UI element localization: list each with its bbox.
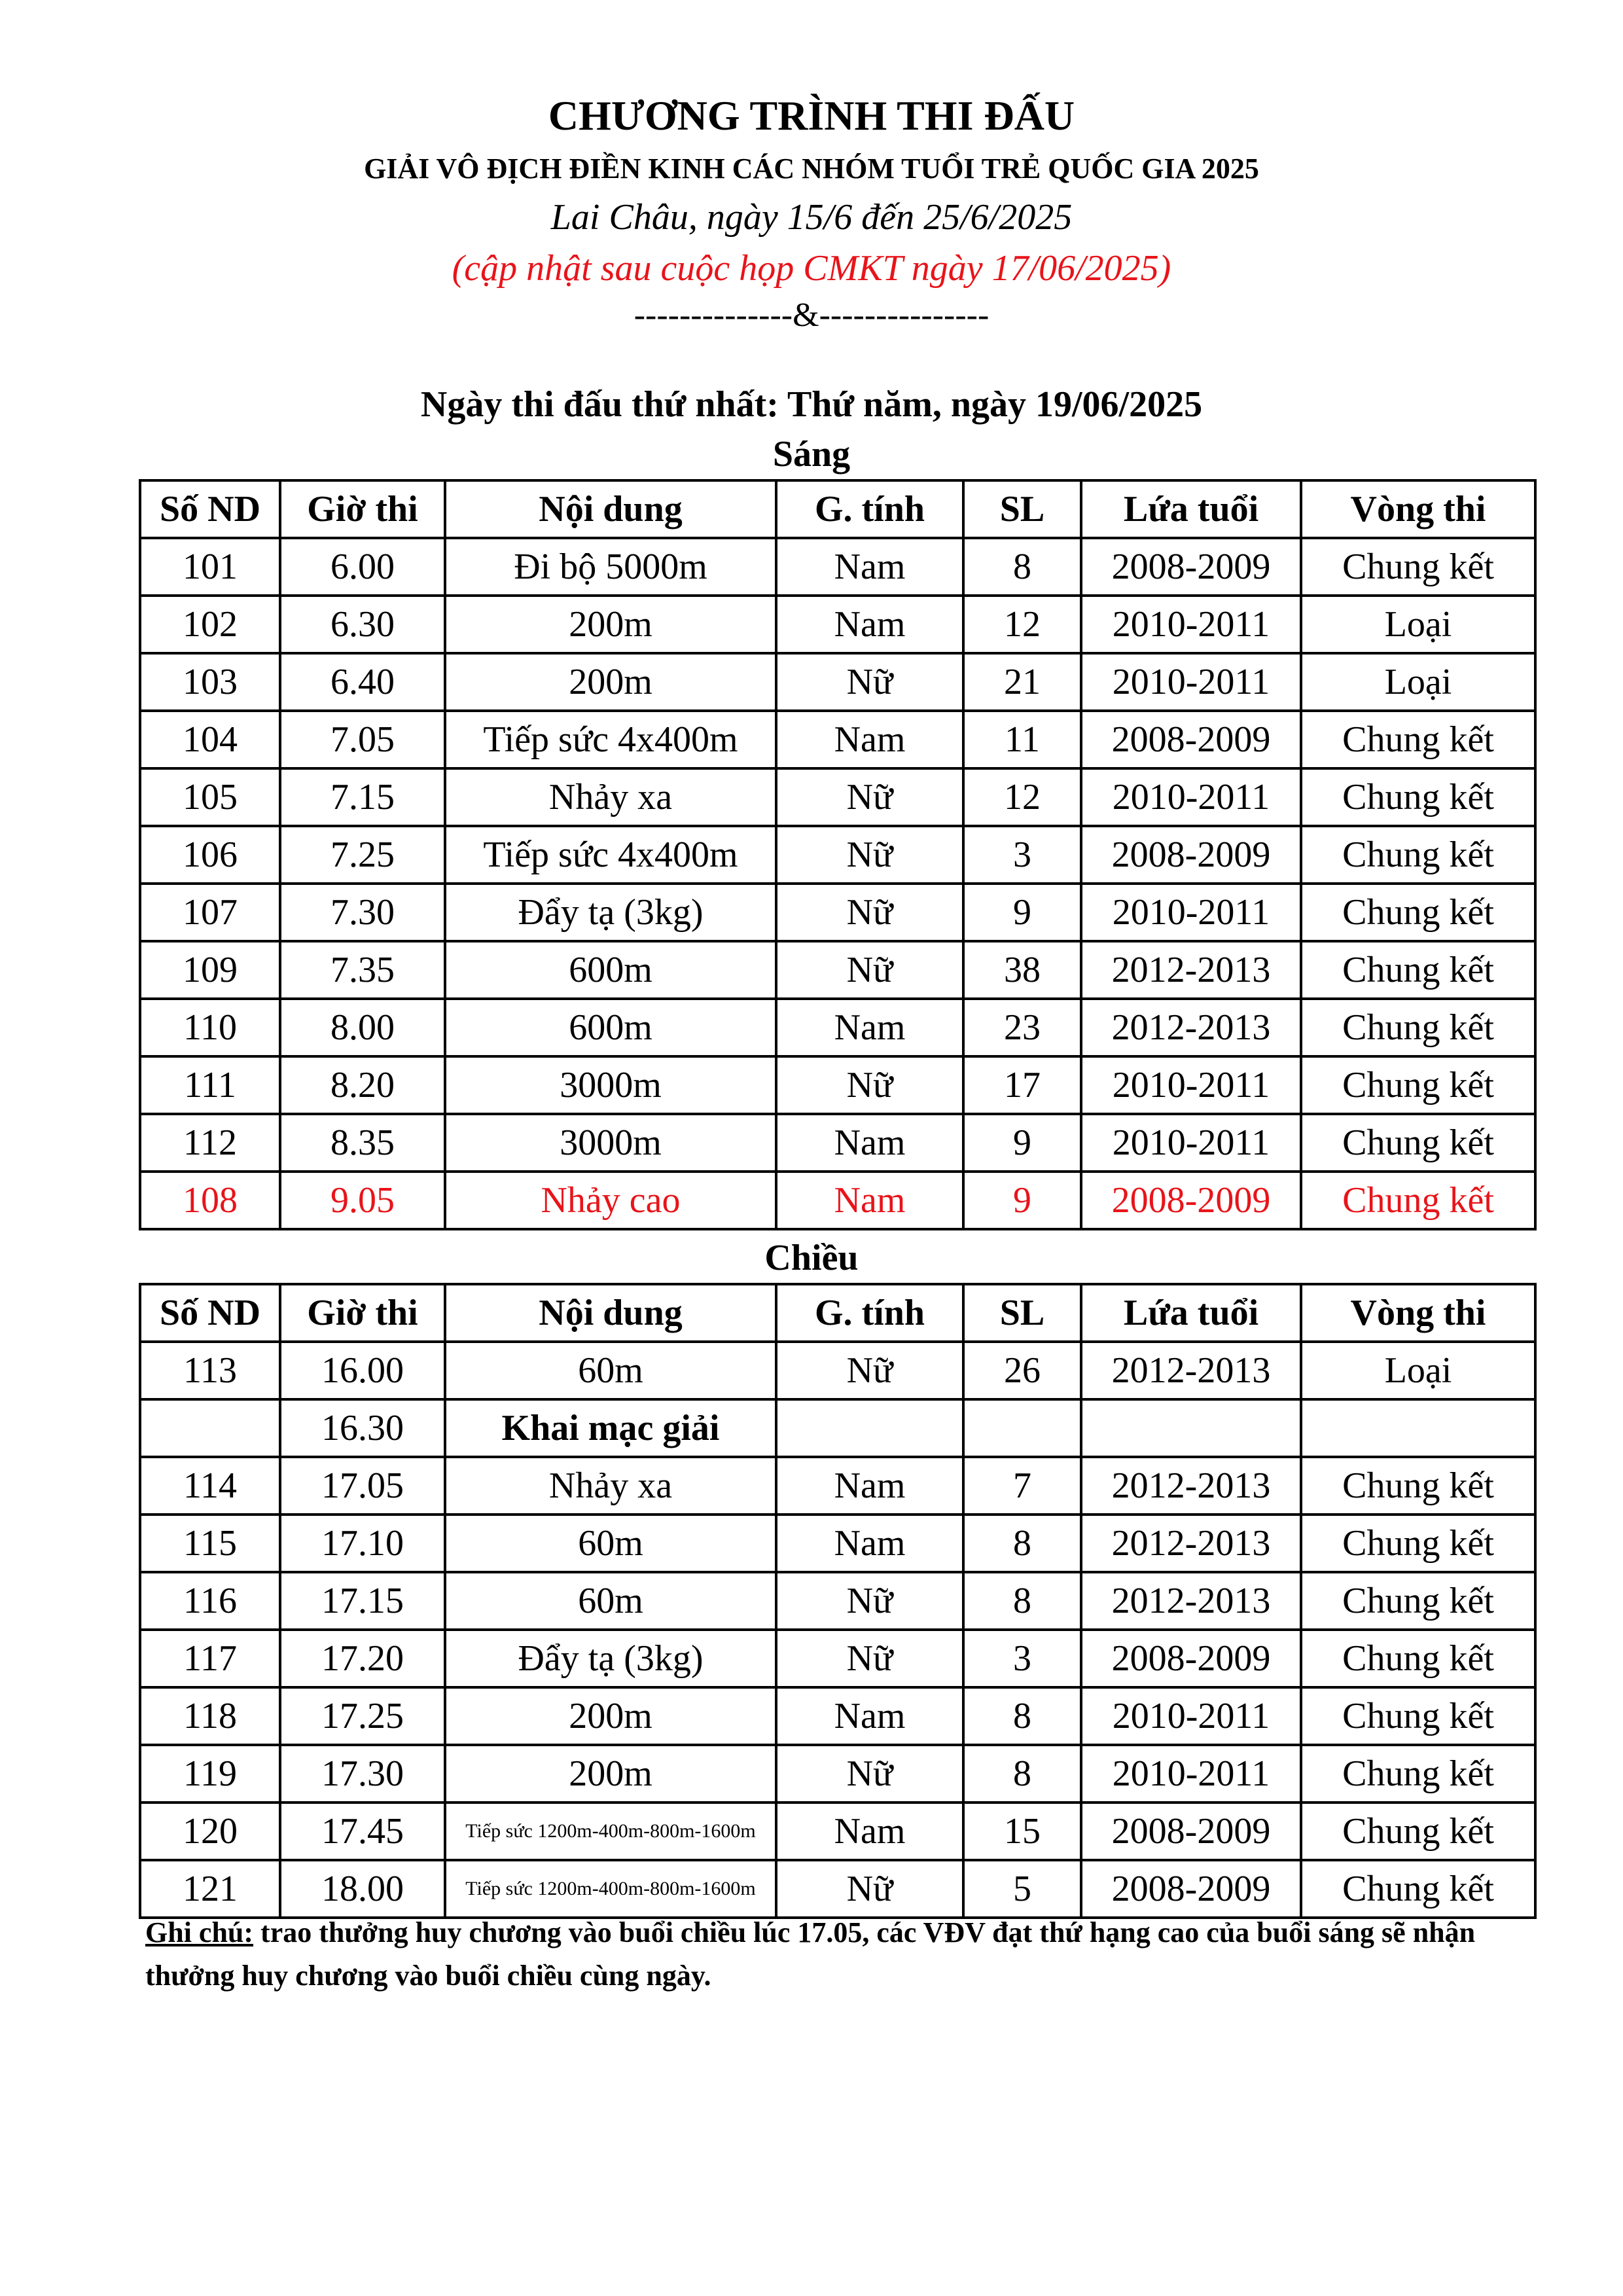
cell-age-group: 2010-2011 — [1081, 596, 1301, 653]
cell-time: 8.00 — [280, 999, 445, 1056]
cell-count: 9 — [963, 1114, 1081, 1172]
cell-event-no: 121 — [140, 1860, 280, 1918]
cell-count: 5 — [963, 1860, 1081, 1918]
col-header-age-group: Lứa tuổi — [1081, 1284, 1301, 1342]
cell-time: 16.00 — [280, 1342, 445, 1399]
table-row — [140, 999, 1535, 1056]
cell-event: 60m — [445, 1342, 776, 1399]
table-row — [140, 1515, 1535, 1572]
table-row — [140, 826, 1535, 884]
cell-time: 6.30 — [280, 596, 445, 653]
cell-event: Tiếp sức 1200m-400m-800m-1600m — [445, 1860, 776, 1918]
cell-gender — [776, 1399, 963, 1457]
cell-round: Chung kết — [1301, 999, 1535, 1056]
cell-count — [963, 1399, 1081, 1457]
cell-gender: Nam — [776, 1172, 963, 1229]
cell-age-group: 2012-2013 — [1081, 1572, 1301, 1630]
cell-event-no: 101 — [140, 538, 280, 596]
cell-time: 6.00 — [280, 538, 445, 596]
cell-count: 15 — [963, 1803, 1081, 1860]
col-header-time: Giờ thi — [280, 1284, 445, 1342]
cell-gender: Nam — [776, 1515, 963, 1572]
cell-gender: Nữ — [776, 826, 963, 884]
cell-gender: Nữ — [776, 768, 963, 826]
cell-count: 11 — [963, 711, 1081, 768]
table-row — [140, 1342, 1535, 1399]
cell-age-group: 2008-2009 — [1081, 1860, 1301, 1918]
cell-time: 8.20 — [280, 1056, 445, 1114]
cell-time: 7.15 — [280, 768, 445, 826]
table-header-row — [140, 480, 1535, 538]
cell-age-group — [1081, 1399, 1301, 1457]
cell-gender: Nữ — [776, 884, 963, 941]
cell-event: Khai mạc giải — [445, 1399, 776, 1457]
tournament-name: GIẢI VÔ ĐỊCH ĐIỀN KINH CÁC NHÓM TUỔI TRẺ QUỐC GIA 2025 — [364, 152, 1259, 185]
table-row — [140, 538, 1535, 596]
table-row — [140, 1687, 1535, 1745]
col-header-gender: G. tính — [776, 1284, 963, 1342]
cell-gender: Nam — [776, 596, 963, 653]
cell-event: 60m — [445, 1515, 776, 1572]
cell-event-no: 110 — [140, 999, 280, 1056]
schedule-table-morning — [139, 479, 1537, 1230]
col-header-event: Nội dung — [445, 1284, 776, 1342]
col-header-count: SL — [963, 1284, 1081, 1342]
cell-round: Chung kết — [1301, 884, 1535, 941]
cell-event: Tiếp sức 4x400m — [445, 711, 776, 768]
table-row — [140, 1803, 1535, 1860]
page-title: CHƯƠNG TRÌNH THI ĐẤU — [548, 92, 1075, 139]
col-header-event-no: Số ND — [140, 1284, 280, 1342]
cell-event-no: 120 — [140, 1803, 280, 1860]
cell-time: 17.20 — [280, 1630, 445, 1687]
cell-age-group: 2008-2009 — [1081, 711, 1301, 768]
table-row — [140, 1630, 1535, 1687]
cell-count: 7 — [963, 1457, 1081, 1515]
cell-time: 8.35 — [280, 1114, 445, 1172]
cell-round: Loại — [1301, 653, 1535, 711]
cell-time: 9.05 — [280, 1172, 445, 1229]
cell-event: 600m — [445, 999, 776, 1056]
col-header-time: Giờ thi — [280, 480, 445, 538]
cell-time: 17.30 — [280, 1745, 445, 1803]
cell-round: Chung kết — [1301, 1457, 1535, 1515]
cell-event-no: 114 — [140, 1457, 280, 1515]
cell-event: Tiếp sức 4x400m — [445, 826, 776, 884]
table-row — [140, 941, 1535, 999]
cell-event-no: 112 — [140, 1114, 280, 1172]
cell-event: Nhảy cao — [445, 1172, 776, 1229]
cell-event-no: 103 — [140, 653, 280, 711]
table-row — [140, 1572, 1535, 1630]
cell-count: 3 — [963, 826, 1081, 884]
table-row — [140, 1457, 1535, 1515]
cell-count: 21 — [963, 653, 1081, 711]
cell-gender: Nữ — [776, 1745, 963, 1803]
cell-event-no — [140, 1399, 280, 1457]
cell-count: 26 — [963, 1342, 1081, 1399]
cell-round: Chung kết — [1301, 1572, 1535, 1630]
cell-gender: Nữ — [776, 1630, 963, 1687]
cell-event-no: 115 — [140, 1515, 280, 1572]
cell-time: 18.00 — [280, 1860, 445, 1918]
session-label-morning: Sáng — [772, 434, 851, 475]
cell-round: Chung kết — [1301, 768, 1535, 826]
cell-round: Chung kết — [1301, 1056, 1535, 1114]
cell-age-group: 2012-2013 — [1081, 941, 1301, 999]
cell-gender: Nữ — [776, 1572, 963, 1630]
cell-round: Chung kết — [1301, 941, 1535, 999]
cell-event: 200m — [445, 1687, 776, 1745]
cell-time: 7.35 — [280, 941, 445, 999]
session-label-afternoon: Chiều — [764, 1238, 859, 1278]
cell-round: Chung kết — [1301, 1745, 1535, 1803]
table-row — [140, 596, 1535, 653]
table-row — [140, 768, 1535, 826]
cell-count: 8 — [963, 1515, 1081, 1572]
cell-time: 6.40 — [280, 653, 445, 711]
cell-age-group: 2012-2013 — [1081, 1457, 1301, 1515]
cell-round: Chung kết — [1301, 1114, 1535, 1172]
cell-age-group: 2008-2009 — [1081, 826, 1301, 884]
cell-event-no: 102 — [140, 596, 280, 653]
cell-time: 17.45 — [280, 1803, 445, 1860]
cell-event-no: 113 — [140, 1342, 280, 1399]
cell-event-no: 109 — [140, 941, 280, 999]
cell-event: Nhảy xa — [445, 1457, 776, 1515]
cell-age-group: 2012-2013 — [1081, 1515, 1301, 1572]
schedule-table-afternoon — [139, 1283, 1537, 1919]
cell-round: Chung kết — [1301, 538, 1535, 596]
col-header-round: Vòng thi — [1301, 480, 1535, 538]
table-row — [140, 1114, 1535, 1172]
cell-event: 3000m — [445, 1114, 776, 1172]
cell-age-group: 2010-2011 — [1081, 1745, 1301, 1803]
col-header-event: Nội dung — [445, 480, 776, 538]
col-header-age-group: Lứa tuổi — [1081, 480, 1301, 538]
update-note: (cập nhật sau cuộc họp CMKT ngày 17/06/2025) — [452, 248, 1171, 289]
cell-count: 8 — [963, 1745, 1081, 1803]
cell-age-group: 2010-2011 — [1081, 653, 1301, 711]
cell-gender: Nam — [776, 711, 963, 768]
cell-event-no: 105 — [140, 768, 280, 826]
table-row — [140, 711, 1535, 768]
day-title: Ngày thi đấu thứ nhất: Thứ năm, ngày 19/06/2025 — [420, 384, 1203, 425]
cell-age-group: 2012-2013 — [1081, 1342, 1301, 1399]
cell-time: 17.25 — [280, 1687, 445, 1745]
cell-event-no: 111 — [140, 1056, 280, 1114]
cell-count: 23 — [963, 999, 1081, 1056]
col-header-event-no: Số ND — [140, 480, 280, 538]
cell-gender: Nữ — [776, 941, 963, 999]
cell-event-no: 108 — [140, 1172, 280, 1229]
cell-time: 16.30 — [280, 1399, 445, 1457]
cell-event-no: 106 — [140, 826, 280, 884]
footnote-label: Ghi chú: — [145, 1916, 254, 1948]
cell-time: 7.05 — [280, 711, 445, 768]
cell-count: 8 — [963, 538, 1081, 596]
table-row — [140, 1172, 1535, 1229]
cell-event-no: 119 — [140, 1745, 280, 1803]
cell-age-group: 2012-2013 — [1081, 999, 1301, 1056]
cell-event: 60m — [445, 1572, 776, 1630]
cell-event: Đi bộ 5000m — [445, 538, 776, 596]
table-row — [140, 1056, 1535, 1114]
cell-age-group: 2008-2009 — [1081, 1172, 1301, 1229]
cell-round: Chung kết — [1301, 1515, 1535, 1572]
cell-gender: Nam — [776, 1803, 963, 1860]
cell-age-group: 2010-2011 — [1081, 768, 1301, 826]
cell-gender: Nữ — [776, 1342, 963, 1399]
cell-event: 600m — [445, 941, 776, 999]
cell-event-no: 116 — [140, 1572, 280, 1630]
cell-gender: Nữ — [776, 1860, 963, 1918]
cell-age-group: 2010-2011 — [1081, 1114, 1301, 1172]
col-header-gender: G. tính — [776, 480, 963, 538]
cell-event-no: 107 — [140, 884, 280, 941]
cell-age-group: 2010-2011 — [1081, 1687, 1301, 1745]
cell-round: Chung kết — [1301, 1803, 1535, 1860]
cell-round: Chung kết — [1301, 1687, 1535, 1745]
cell-gender: Nam — [776, 538, 963, 596]
cell-event: 200m — [445, 653, 776, 711]
cell-event: Đẩy tạ (3kg) — [445, 884, 776, 941]
cell-event: Tiếp sức 1200m-400m-800m-1600m — [445, 1803, 776, 1860]
cell-round: Chung kết — [1301, 826, 1535, 884]
cell-count: 17 — [963, 1056, 1081, 1114]
cell-round: Loại — [1301, 596, 1535, 653]
cell-gender: Nữ — [776, 1056, 963, 1114]
footnote-text: trao thưởng huy chương vào buổi chiều lúc 17.05, các VĐV đạt thứ hạng cao của buổi sáng sẽ nhận thưởng huy chương vào buổi chiều cùng ngày. — [145, 1916, 1476, 1992]
cell-time: 7.30 — [280, 884, 445, 941]
table-row — [140, 653, 1535, 711]
cell-gender: Nam — [776, 1114, 963, 1172]
cell-gender: Nam — [776, 1457, 963, 1515]
cell-time: 7.25 — [280, 826, 445, 884]
cell-count: 3 — [963, 1630, 1081, 1687]
table-row — [140, 884, 1535, 941]
cell-event-no: 104 — [140, 711, 280, 768]
footnote — [145, 1911, 1507, 1998]
cell-count: 8 — [963, 1572, 1081, 1630]
cell-event: 200m — [445, 596, 776, 653]
cell-age-group: 2008-2009 — [1081, 1630, 1301, 1687]
table-row — [140, 1745, 1535, 1803]
cell-event-no: 118 — [140, 1687, 280, 1745]
place-date: Lai Châu, ngày 15/6 đến 25/6/2025 — [550, 197, 1073, 238]
cell-gender: Nam — [776, 999, 963, 1056]
cell-event: Đẩy tạ (3kg) — [445, 1630, 776, 1687]
cell-gender: Nam — [776, 1687, 963, 1745]
cell-count: 12 — [963, 596, 1081, 653]
cell-round: Chung kết — [1301, 1172, 1535, 1229]
col-header-round: Vòng thi — [1301, 1284, 1535, 1342]
table-header-row — [140, 1284, 1535, 1342]
cell-count: 9 — [963, 884, 1081, 941]
table-row — [140, 1399, 1535, 1457]
cell-age-group: 2010-2011 — [1081, 884, 1301, 941]
cell-count: 12 — [963, 768, 1081, 826]
cell-round: Chung kết — [1301, 1630, 1535, 1687]
cell-round — [1301, 1399, 1535, 1457]
table-row — [140, 1860, 1535, 1918]
cell-round: Chung kết — [1301, 711, 1535, 768]
col-header-count: SL — [963, 480, 1081, 538]
cell-time: 17.10 — [280, 1515, 445, 1572]
cell-count: 38 — [963, 941, 1081, 999]
cell-time: 17.15 — [280, 1572, 445, 1630]
cell-event-no: 117 — [140, 1630, 280, 1687]
cell-time: 17.05 — [280, 1457, 445, 1515]
separator: --------------&--------------- — [633, 296, 990, 334]
cell-gender: Nữ — [776, 653, 963, 711]
cell-age-group: 2008-2009 — [1081, 538, 1301, 596]
cell-count: 8 — [963, 1687, 1081, 1745]
cell-event: 200m — [445, 1745, 776, 1803]
cell-event: Nhảy xa — [445, 768, 776, 826]
cell-round: Loại — [1301, 1342, 1535, 1399]
cell-count: 9 — [963, 1172, 1081, 1229]
cell-round: Chung kết — [1301, 1860, 1535, 1918]
cell-event: 3000m — [445, 1056, 776, 1114]
cell-age-group: 2008-2009 — [1081, 1803, 1301, 1860]
cell-age-group: 2010-2011 — [1081, 1056, 1301, 1114]
